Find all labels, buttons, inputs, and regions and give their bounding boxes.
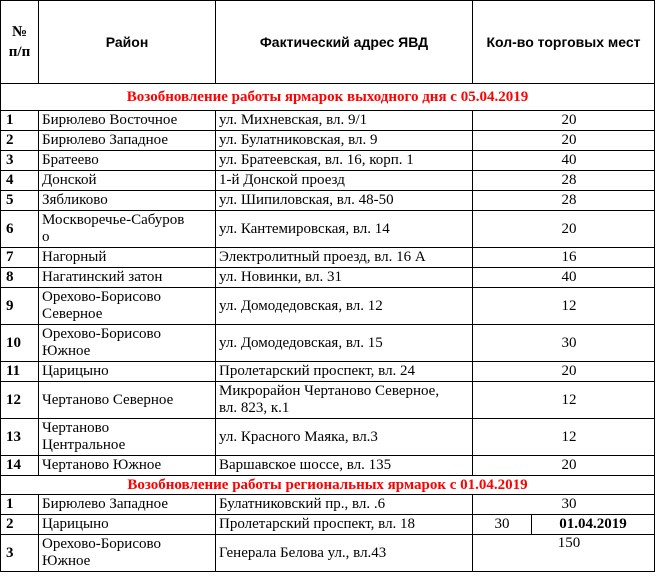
row-address: Пролетарский проспект, вл. 24	[216, 362, 473, 382]
header-address: Фактический адрес ЯВД	[216, 1, 473, 84]
row-places: 40	[473, 151, 655, 171]
row-number: 8	[1, 268, 39, 288]
row-number: 9	[1, 288, 39, 325]
row-address: ул. Красного Маяка, вл.3	[216, 419, 473, 456]
table-row	[1, 362, 655, 382]
table-row	[1, 495, 655, 515]
table-row	[1, 131, 655, 151]
row-number: 4	[1, 171, 39, 191]
table-row	[1, 535, 655, 572]
row-district: Орехово-Борисово Северное	[39, 288, 216, 325]
row-number: 1	[1, 495, 39, 515]
table-row	[1, 288, 655, 325]
row-places: 28	[473, 171, 655, 191]
row-number: 13	[1, 419, 39, 456]
row-district: Нагатинский затон	[39, 268, 216, 288]
row-address: 1-й Донской проезд	[216, 171, 473, 191]
row-district: Чертаново Северное	[39, 382, 216, 419]
table-row	[1, 382, 655, 419]
table-row	[1, 515, 655, 535]
row-places: 20	[473, 456, 655, 476]
row-district: Чертаново Южное	[39, 456, 216, 476]
row-places: 20	[473, 362, 655, 382]
row-district: Царицыно	[39, 362, 216, 382]
section-title: Возобновление работы региональных ярмарок с 01.04.2019	[1, 476, 655, 495]
table-row	[1, 268, 655, 288]
row-places: 16	[473, 248, 655, 268]
row-number: 5	[1, 191, 39, 211]
row-number: 3	[1, 535, 39, 572]
table-header-row	[1, 1, 655, 84]
table-row	[1, 419, 655, 456]
row-places: 12	[473, 288, 655, 325]
row-address: ул. Домодедовская, вл. 15	[216, 325, 473, 362]
table-row	[1, 456, 655, 476]
row-district: Нагорный	[39, 248, 216, 268]
section-header-row	[1, 476, 655, 495]
row-district: Орехово-Борисово Южное	[39, 325, 216, 362]
row-number: 6	[1, 211, 39, 248]
row-places-split	[473, 515, 655, 535]
row-places: 150	[473, 535, 655, 572]
table-row	[1, 325, 655, 362]
row-number: 1	[1, 111, 39, 131]
table-row	[1, 111, 655, 131]
row-address: ул. Домодедовская, вл. 12	[216, 288, 473, 325]
row-address: Булатниковский пр., вл. .6	[216, 495, 473, 515]
row-places: 20	[473, 131, 655, 151]
row-places: 40	[473, 268, 655, 288]
row-district: Орехово-Борисово Южное	[39, 535, 216, 572]
row-places: 20	[473, 111, 655, 131]
row-places: 12	[473, 419, 655, 456]
row-places: 30	[473, 325, 655, 362]
row-district: Братеево	[39, 151, 216, 171]
row-address: Варшавское шоссе, вл. 135	[216, 456, 473, 476]
header-district: Район	[39, 1, 216, 84]
row-district: Москворечье-Сабуров о	[39, 211, 216, 248]
row-address: ул. Булатниковская, вл. 9	[216, 131, 473, 151]
row-address: ул. Шипиловская, вл. 48-50	[216, 191, 473, 211]
row-number: 12	[1, 382, 39, 419]
row-address: ул. Кантемировская, вл. 14	[216, 211, 473, 248]
row-district: Донской	[39, 171, 216, 191]
row-address: Пролетарский проспект, вл. 18	[216, 515, 473, 535]
row-address: ул. Новинки, вл. 31	[216, 268, 473, 288]
table-row	[1, 151, 655, 171]
row-number: 2	[1, 131, 39, 151]
row-places: 20	[473, 211, 655, 248]
row-address: ул. Братеевская, вл. 16, корп. 1	[216, 151, 473, 171]
row-places: 12	[473, 382, 655, 419]
section-title: Возобновление работы ярмарок выходного дня с 05.04.2019	[1, 84, 655, 111]
table-row	[1, 191, 655, 211]
row-address: ул. Михневская, вл. 9/1	[216, 111, 473, 131]
row-address: Электролитный проезд, вл. 16 А	[216, 248, 473, 268]
row-district: Бирюлево Восточное	[39, 111, 216, 131]
row-number: 2	[1, 515, 39, 535]
header-places: Кол-во торговых мест	[473, 1, 655, 84]
row-district: Чертаново Центральное	[39, 419, 216, 456]
row-number: 10	[1, 325, 39, 362]
row-district: Бирюлево Западное	[39, 131, 216, 151]
row-district: Царицыно	[39, 515, 216, 535]
row-date: 01.04.2019	[531, 515, 654, 534]
row-number: 7	[1, 248, 39, 268]
row-places: 30	[494, 516, 510, 532]
row-district: Бирюлево Западное	[39, 495, 216, 515]
row-district: Зябликово	[39, 191, 216, 211]
row-places: 30	[473, 495, 655, 515]
table-row	[1, 171, 655, 191]
header-num: № п/п	[1, 1, 39, 84]
row-address: Микрорайон Чертаново Северное, вл. 823, к.1	[216, 382, 473, 419]
row-number: 11	[1, 362, 39, 382]
table-row	[1, 211, 655, 248]
row-number: 14	[1, 456, 39, 476]
row-address: Генерала Белова ул., вл.43	[216, 535, 473, 572]
table-row	[1, 248, 655, 268]
row-number: 3	[1, 151, 39, 171]
section-header-row	[1, 84, 655, 111]
row-places: 28	[473, 191, 655, 211]
